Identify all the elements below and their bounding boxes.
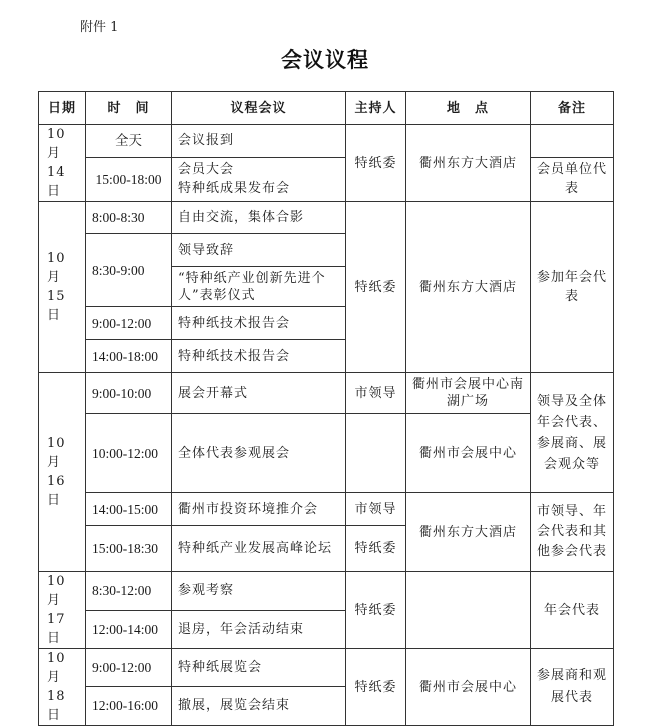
location-cell: 衢州东方大酒店 [406,493,531,572]
time-cell: 12:00-14:00 [86,610,172,649]
time-cell: 9:00-12:00 [86,307,172,340]
note-cell: 年会代表 [531,572,614,649]
time-cell: 15:00-18:30 [86,526,172,572]
table-row [39,493,614,526]
header-location: 地 点 [406,92,531,125]
agenda-cell: 特种纸技术报告会 [172,307,346,340]
note-cell: 会员单位代表 [531,157,614,201]
location-cell: 衢州市会展中心南湖广场 [406,373,531,414]
page-title: 会议议程 [281,47,369,72]
agenda-cell: 会议报到 [172,125,346,158]
agenda-cell: 领导致辞 [172,234,346,267]
note-cell: 领导及全体年会代表、参展商、展会观众等 [531,373,614,493]
date-month: 10 月 [47,436,66,470]
agenda-cell: 撤展，展览会结束 [172,686,346,725]
header-note: 备注 [531,92,614,125]
time-cell: 10:00-12:00 [86,414,172,493]
date-day: 15 日 [47,289,66,323]
note-cell [531,125,614,158]
time-cell: 14:00-18:00 [86,340,172,373]
host-cell: 市领导 [346,493,406,526]
agenda-cell [172,157,346,201]
date-cell [39,202,86,373]
header-agenda: 议程会议 [172,92,346,125]
time-cell: 8:00-8:30 [86,202,172,234]
date-cell [39,649,86,726]
agenda-line: 会员大会 [178,162,235,178]
agenda-cell: 衢州市投资环境推介会 [172,493,346,526]
note-cell: 市领导、年会代表和其他参会代表 [531,493,614,572]
location-cell: 衢州东方大酒店 [406,202,531,373]
time-cell: 9:00-12:00 [86,649,172,687]
host-cell [346,414,406,493]
date-day: 17 日 [47,612,66,646]
host-cell: 特纸委 [346,572,406,649]
table-row [39,414,614,493]
time-cell: 12:00-16:00 [86,686,172,725]
date-cell [39,572,86,649]
table-row [39,373,614,414]
agenda-cell: 展会开幕式 [172,373,346,414]
table-row [39,125,614,158]
agenda-cell: 特种纸展览会 [172,649,346,687]
time-cell: 8:30-9:00 [86,234,172,307]
date-cell [39,125,86,202]
host-cell: 市领导 [346,373,406,414]
host-cell: 特纸委 [346,125,406,202]
agenda-cell: 参观考察 [172,572,346,611]
time-cell: 15:00-18:00 [86,157,172,201]
date-month: 10 月 [47,574,66,608]
date-day: 14 日 [47,165,66,199]
header-date: 日期 [39,92,86,125]
agenda-cell: 特种纸产业发展高峰论坛 [172,526,346,572]
agenda-table [38,91,614,726]
table-row [39,572,614,611]
agenda-line: 特种纸成果发布会 [178,181,291,197]
time-cell: 全天 [86,125,172,158]
location-cell: 衢州东方大酒店 [406,125,531,202]
agenda-cell: 退房，年会活动结束 [172,610,346,649]
host-cell: 特纸委 [346,202,406,373]
table-row [39,649,614,687]
time-cell: 14:00-15:00 [86,493,172,526]
agenda-cell: 特种纸技术报告会 [172,340,346,373]
date-day: 18 日 [47,689,66,723]
date-month: 10 月 [47,651,66,685]
note-cell: 参展商和观展代表 [531,649,614,726]
date-month: 10 月 [47,127,66,161]
agenda-cell: 自由交流，集体合影 [172,202,346,234]
location-cell [406,572,531,649]
agenda-cell: 全体代表参观展会 [172,414,346,493]
time-cell: 9:00-10:00 [86,373,172,414]
header-time: 时 间 [86,92,172,125]
note-cell: 参加年会代表 [531,202,614,373]
host-cell: 特纸委 [346,649,406,726]
date-month: 10 月 [47,251,66,285]
header-host: 主持人 [346,92,406,125]
attachment-label: 附件 1 [80,20,119,35]
date-cell [39,373,86,572]
header-row [39,92,614,125]
location-cell: 衢州市会展中心 [406,649,531,726]
agenda-cell: “特种纸产业创新先进个人”表彰仪式 [172,267,346,307]
location-cell: 衢州市会展中心 [406,414,531,493]
table-row [39,202,614,234]
date-day: 16 日 [47,474,66,508]
host-cell: 特纸委 [346,526,406,572]
time-cell: 8:30-12:00 [86,572,172,611]
